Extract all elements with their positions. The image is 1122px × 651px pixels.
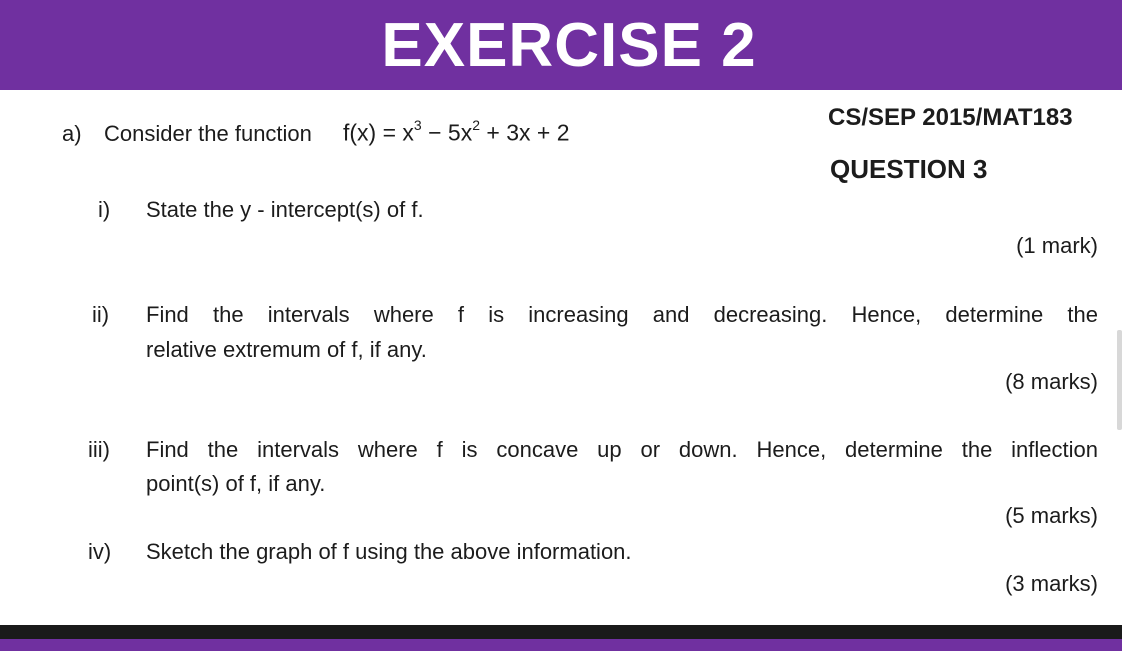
footer-bar-purple bbox=[0, 639, 1122, 651]
formula-fx: f(x) = x bbox=[343, 119, 414, 146]
footer-bar-dark bbox=[0, 625, 1122, 639]
subpart-i-text: State the y - intercept(s) of f. bbox=[146, 197, 424, 222]
page-title: EXERCISE 2 bbox=[381, 10, 757, 80]
header-banner bbox=[0, 0, 1122, 90]
subpart-iii-line2: point(s) of f, if any. bbox=[146, 471, 326, 496]
subpart-i-label: i) bbox=[98, 197, 111, 222]
subpart-ii-label: ii) bbox=[92, 302, 110, 327]
subpart-i-marks: (1 mark) bbox=[1016, 233, 1098, 258]
subpart-ii-line1: Find the intervals where f is increasing and decreasing. Hence, determine the bbox=[146, 302, 1098, 327]
subpart-iv-label: iv) bbox=[88, 539, 112, 564]
function-formula bbox=[343, 119, 570, 147]
question-number: QUESTION 3 bbox=[830, 154, 988, 184]
source-code: CS/SEP 2015/MAT183 bbox=[828, 104, 1073, 131]
subpart-iii-marks: (5 marks) bbox=[1005, 503, 1098, 528]
subpart-ii-marks: (8 marks) bbox=[1005, 369, 1098, 394]
subpart-iv-text: Sketch the graph of f using the above information. bbox=[146, 539, 632, 564]
subpart-iv-marks: (3 marks) bbox=[1005, 571, 1098, 596]
subpart-iii-line1: Find the intervals where f is concave up or down. Hence, determine the inflection bbox=[146, 437, 1098, 462]
formula-minus-5x: − 5x bbox=[421, 119, 473, 146]
part-a-label: a) bbox=[62, 121, 82, 146]
formula-rest: + 3x + 2 bbox=[480, 119, 570, 146]
formula-exp-3: 3 bbox=[413, 117, 422, 133]
scrollbar[interactable] bbox=[1117, 330, 1122, 430]
subpart-ii-line2: relative extremum of f, if any. bbox=[146, 337, 427, 362]
subpart-iii-label: iii) bbox=[88, 437, 110, 462]
part-a-text: Consider the function bbox=[104, 121, 312, 146]
formula-exp-2: 2 bbox=[472, 117, 481, 133]
